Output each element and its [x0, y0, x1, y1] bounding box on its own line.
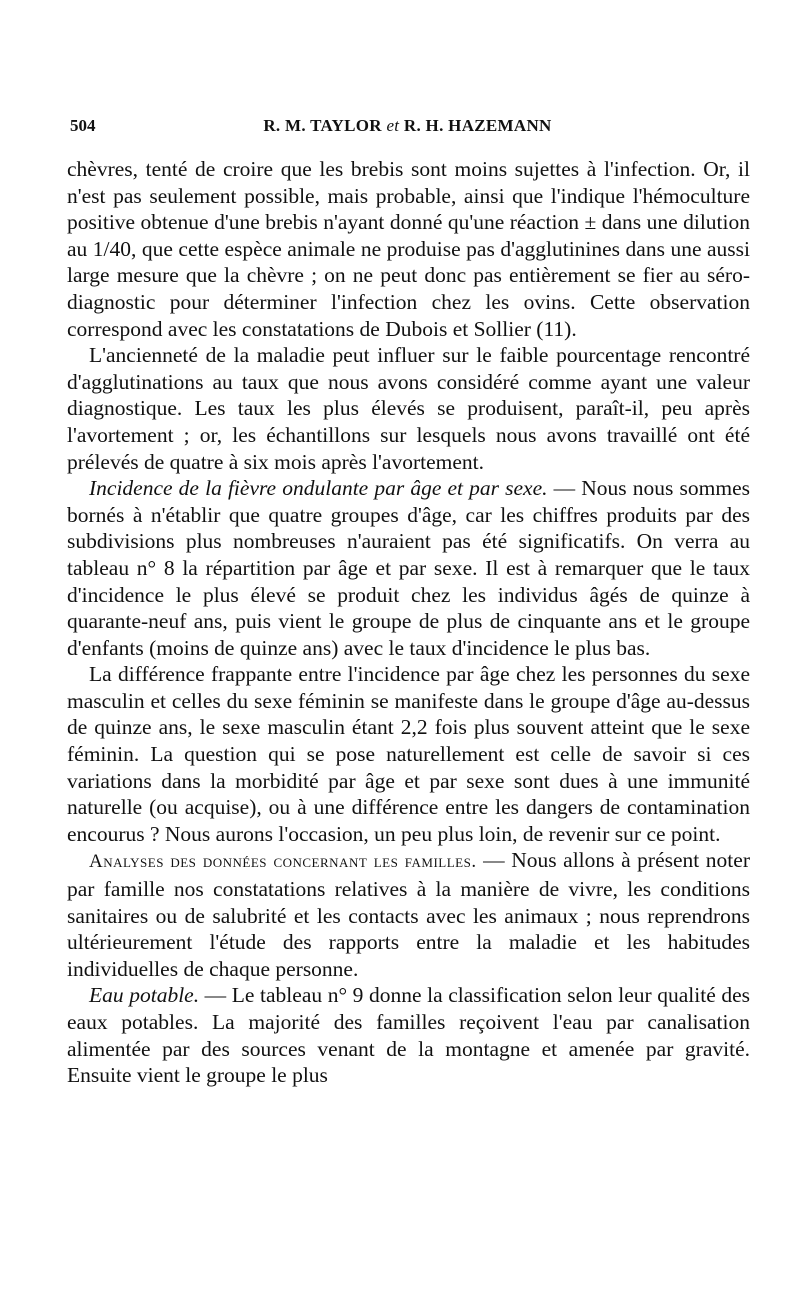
- author-conjunction: et: [386, 116, 400, 135]
- author-1: R. M. TAYLOR: [263, 116, 382, 135]
- paragraph-eau-potable: [67, 982, 750, 1088]
- section-heading-eau-potable: Eau potable.: [89, 983, 200, 1008]
- body-text: [67, 156, 750, 1089]
- paragraph-difference: [67, 661, 750, 847]
- paragraph-text: La différence frappante entre l'incidence par âge chez les personnes du sexe masculin et celles du sexe féminin se manifeste dans le groupe d'âge au-dessus de quinze ans, le sexe masculin étant 2,2 fois plus souvent atteint que le sexe féminin. La question qui se pose naturellement est celle de savoir si ces variations dans la morbidité par âge et par sexe sont dues à une immunité naturelle (ou acquise), ou à une différence entre les dangers de contamination encourus ? Nous aurons l'occasion, un peu plus loin, de revenir sur ce point.: [67, 662, 750, 846]
- paragraph-text: — Le tableau n° 9 donne la classification selon leur qualité des eaux potables. La majorité des familles reçoivent l'eau par canalisation alimentée par des sources venant de la montagne et amenée par gravité. Ensuite vient le groupe le plus: [67, 983, 750, 1088]
- paragraph-text: — Nous nous sommes bornés à n'établir que quatre groupes d'âge, car les chiffres produits par des subdivisions plus nombreuses n'auraient pas été significatifs. On verra au tableau n° 8 la répartition par âge et par sexe. Il est à remarquer que le taux d'incidence le plus élevé se produit chez les individus âgés de quinze à quarante-neuf ans, puis vient le groupe de plus de cinquante ans et le groupe d'enfants (moins de quinze ans) avec le taux d'incidence le plus bas.: [67, 476, 751, 660]
- paragraph-text: L'ancienneté de la maladie peut influer sur le faible pourcentage rencontré d'agglutinations au taux que nous avons considéré comme ayant une valeur diagnostique. Les taux les plus élevés se produisent, paraît-il, peu après l'avortement ; or, les échantillons sur lesquels nous avons travaillé ont été prélevés de quatre à six mois après l'avortement.: [67, 343, 750, 474]
- page-number: 504: [70, 116, 96, 135]
- paragraph-incidence: [67, 475, 750, 661]
- paragraph-text: — Nous allons à présent noter par famille nos constatations relatives à la manière de vivre, les conditions sanitaires ou de salubrité et les contacts avec les animaux ; nous reprendrons ultérieurement l'étude des rapports entre la maladie et les habitudes individuelles de chaque personne.: [67, 848, 750, 981]
- paragraph-anciennete: [67, 342, 750, 475]
- author-2: R. H. HAZEMANN: [403, 116, 552, 135]
- section-heading-analyses: Analyses des données concernant les familles.: [89, 851, 477, 873]
- paragraph-analyses: [67, 847, 750, 982]
- paragraph-continuation: [67, 156, 750, 342]
- paragraph-text: chèvres, tenté de croire que les brebis sont moins sujettes à l'infection. Or, il n'est pas seulement possible, mais probable, ainsi que l'indique l'hémoculture positive obtenue d'une brebis n'ayant donné qu'une réaction ± dans une dilution au 1/40, que cette espèce animale ne produise pas d'agglutinines dans une aussi large mesure que la chèvre ; on ne peut donc pas entièrement se fier au séro-diagnostic pour déterminer l'infection chez les ovins. Cette observation correspond avec les constatations de Dubois et Sollier (11).: [67, 157, 750, 341]
- running-header: [70, 116, 745, 140]
- section-heading-incidence: Incidence de la fièvre ondulante par âge et par sexe.: [89, 476, 548, 501]
- running-title: [70, 116, 745, 136]
